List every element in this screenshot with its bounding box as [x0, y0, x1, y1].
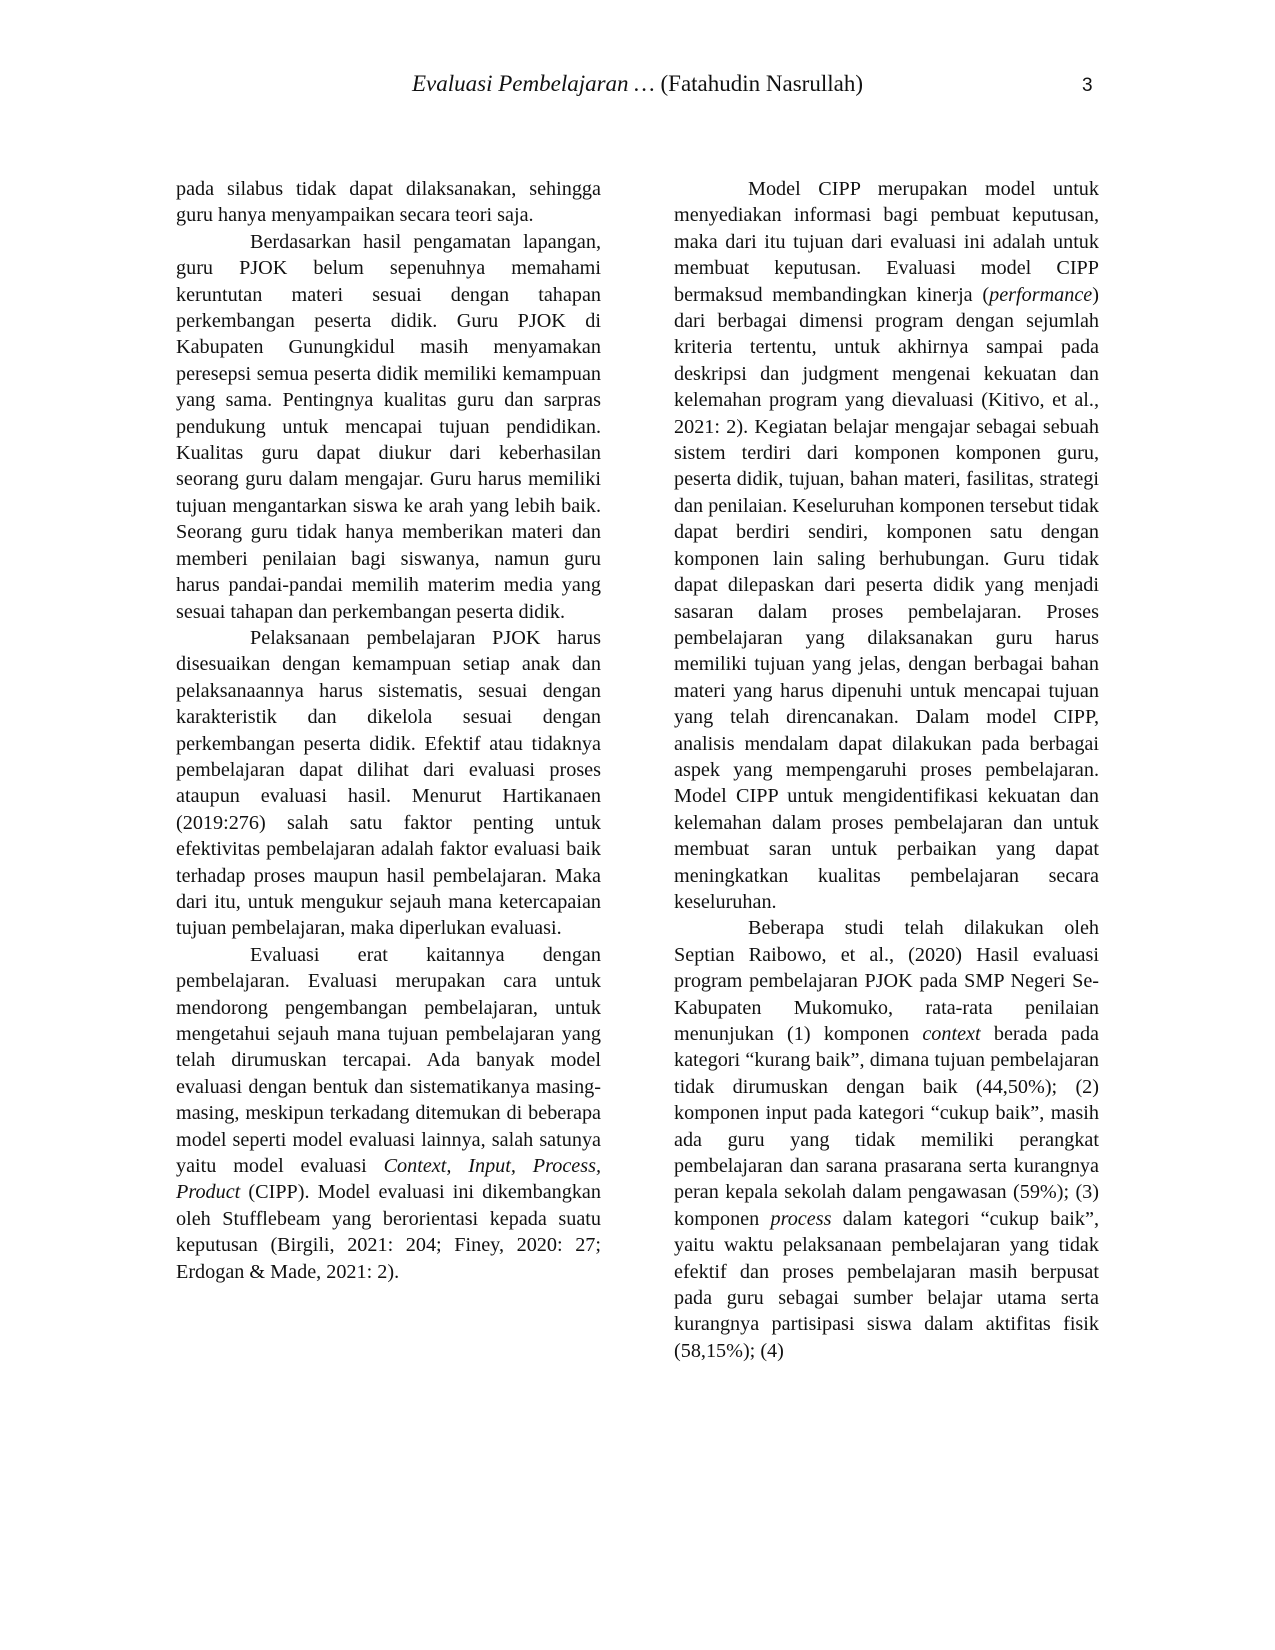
- text-run: ) dari berbagai dimensi program dengan sejumlah kriteria tertentu, untuk akhirnya sampai pada deskripsi dan judgment mengenai kekuatan dan kelemahan program yang dievaluasi (Kitivo, et al., 2021: 2). Kegiatan belajar mengajar sebagai sebuah sistem terdiri dari komponen komponen guru, peserta didik, tujuan, bahan materi, fasilitas, strategi dan penilaian. Keseluruhan komponen tersebut tidak dapat berdiri sendiri, komponen satu dengan komponen lain saling berhubungan. Guru tidak dapat dilepaskan dari peserta didik yang menjadi sasaran dalam proses pembelajaran. Proses pembelajaran yang dilaksanakan guru harus memiliki tujuan yang jelas, dengan berbagai bahan materi yang harus dipenuhi untuk mencapai tujuan yang telah direncanakan. Dalam model CIPP, analisis mendalam dapat dilakukan pada berbagai aspek yang mempengaruhi proses pembelajaran. Model CIPP untuk mengidentifikasi kekuatan dan kelemahan dalam proses pembelajaran dan untuk membuat saran untuk perbaikan yang dapat meningkatkan kualitas pembelajaran secara keseluruhan.: [674, 283, 1099, 913]
- running-head-title: Evaluasi Pembelajaran …: [412, 71, 655, 96]
- emphasis: Context, Input, Process, Product: [176, 1155, 601, 1204]
- emphasis: process: [770, 1207, 832, 1230]
- left-column: [176, 176, 601, 1285]
- paragraph: [176, 942, 601, 1285]
- paragraph: pada silabus tidak dapat dilaksanakan, sehingga guru hanya menyampaikan secara teori saja.: [176, 178, 601, 227]
- text-run: Beberapa studi telah dilakukan oleh Septian Raibowo, et al., (2020) Hasil evaluasi program pembelajaran PJOK pada SMP Negeri Se-Kabupaten Mukomuko, rata-rata penilaian menunjukan (1) komponen: [674, 917, 1099, 1045]
- text-run: Model CIPP merupakan model untuk menyediakan informasi bagi pembuat keputusan, maka dari itu tujuan dari evaluasi ini adalah untuk membuat keputusan. Evaluasi model CIPP bermaksud membandingkan kinerja (: [674, 178, 1099, 306]
- page-number: 3: [1082, 75, 1093, 96]
- paragraph: Berdasarkan hasil pengamatan lapangan, guru PJOK belum sepenuhnya memahami keruntutan materi sesuai dengan tahapan perkembangan peserta didik. Guru PJOK di Kabupaten Gunungkidul masih menyamakan peresepsi semua peserta didik memiliki kemampuan yang sama. Pentingnya kualitas guru dan sarpras pendukung untuk mencapai tujuan pendidikan. Kualitas guru dapat diukur dari keberhasilan seorang guru dalam mengajar. Guru harus memiliki tujuan mengantarkan siswa ke arah yang lebih baik. Seorang guru tidak hanya memberikan materi dan memberi penilaian bagi siswanya, namun guru harus pandai-pandai memilih materim media yang sesuai tahapan dan perkembangan peserta didik.: [176, 230, 601, 623]
- text-run: berada pada kategori “kurang baik”, dimana tujuan pembelajaran tidak dirumuskan dengan baik (44,50%); (2) komponen input pada kategori “cukup baik”, masih ada guru yang tidak memiliki perangkat pembelajaran dan sarana prasarana serta kurangnya peran kepala sekolah dalam pengawasan (59%); (3) komponen: [674, 1023, 1100, 1230]
- text-run: (CIPP). Model evaluasi ini dikembangkan oleh Stufflebeam yang berorientasi kepada suatu keputusan (Birgili, 2021: 204; Finey, 2020: 27; Erdogan & Made, 2021: 2).: [176, 1181, 601, 1283]
- emphasis: performance: [989, 283, 1093, 306]
- paragraph: Pelaksanaan pembelajaran PJOK harus disesuaikan dengan kemampuan setiap anak dan pelaksanaannya harus sistematis, sesuai dengan karakteristik dan dikelola sesuai dengan perkembangan peserta didik. Efektif atau tidaknya pembelajaran dapat dilihat dari evaluasi proses ataupun evaluasi hasil. Menurut Hartikanaen (2019:276) salah satu faktor penting untuk efektivitas pembelajaran adalah faktor evaluasi baik terhadap proses maupun hasil pembelajaran. Maka dari itu, untuk mengukur sejauh mana ketercapaian tujuan pembelajaran, maka diperlukan evaluasi.: [176, 626, 601, 940]
- text-run: Evaluasi erat kaitannya dengan pembelajaran. Evaluasi merupakan cara untuk mendorong pengembangan pembelajaran, untuk mengetahui sejauh mana tujuan pembelajaran yang telah dirumuskan tercapai. Ada banyak model evaluasi dengan bentuk dan sistematikanya masing-masing, meskipun terkadang ditemukan di beberapa model seperti model evaluasi lainnya, salah satunya yaitu model evaluasi: [176, 943, 601, 1178]
- emphasis: context: [922, 1023, 981, 1045]
- running-head-author: (Fatahudin Nasrullah): [654, 71, 863, 96]
- right-column: [674, 176, 1099, 1364]
- text-run: dalam kategori “cukup baik”, yaitu waktu pelaksanaan pembelajaran yang tidak efektif dan proses pembelajaran masih berpusat pada guru sebagai sumber belajar utama serta kurangnya partisipasi siswa dalam aktifitas fisik (58,15%); (4): [674, 1207, 1100, 1362]
- paragraph: [674, 176, 1099, 915]
- paragraph: [674, 915, 1099, 1364]
